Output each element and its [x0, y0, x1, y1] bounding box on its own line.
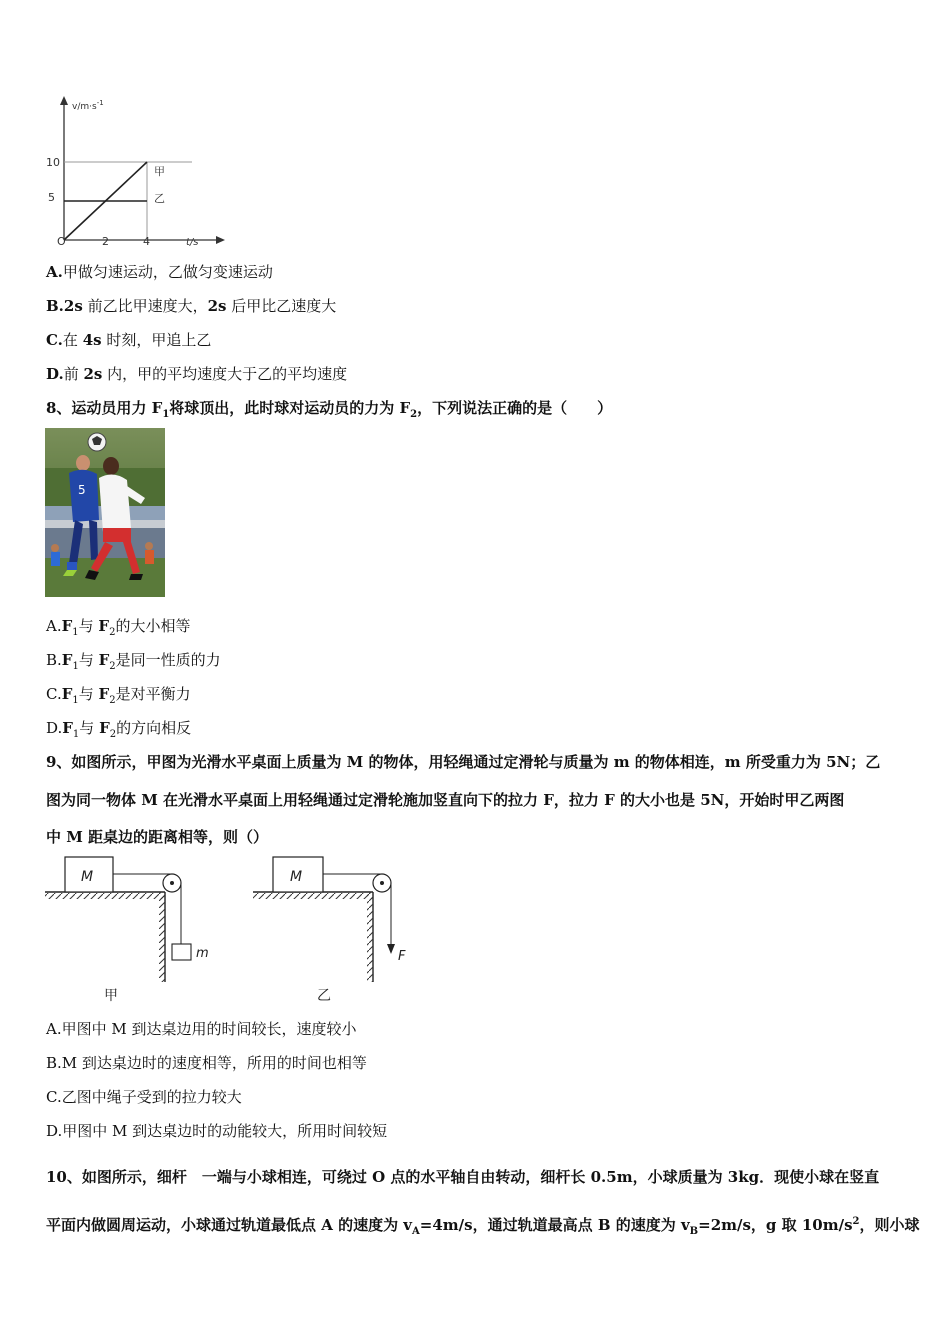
q8-stem: 8、运动员用力 $F_1$将球顶出，此时球对运动员的力为 $F_2$，下列说法正确的是（ ） — [46, 399, 613, 420]
y-axis-arrow — [60, 96, 68, 105]
svg-text:m: m — [196, 946, 209, 961]
force-arrow-icon — [387, 944, 395, 954]
q9-option-b[interactable]: B.M 到达桌边时的速度相等，所用的时间也相等 — [46, 1054, 367, 1072]
q8-option-b[interactable]: $B.F_1$与 $F_2$是同一性质的力 — [46, 651, 221, 672]
svg-text:M: M — [81, 869, 94, 885]
origin-label: O — [57, 235, 66, 248]
figure-yi — [253, 857, 406, 1004]
q9-pulley-figure — [40, 852, 420, 1007]
velocity-time-graph — [40, 95, 240, 250]
soccer-header-photo — [45, 428, 165, 597]
q9-stem-line-3: 中 M 距桌边的距离相等，则（） — [46, 828, 269, 846]
x-axis-arrow — [216, 236, 225, 244]
q7-option-d[interactable]: D.前 2s 内，甲的平均速度大于乙的平均速度 — [46, 365, 348, 383]
q10-stem-line-1: 10、如图所示，细杆 一端与小球相连，可绕过 O 点的水平轴自由转动，细杆长 0.5m，小球质量为 3kg．现使小球在竖直 — [46, 1168, 880, 1186]
series-yi-label: 乙 — [154, 192, 165, 205]
q9-option-d[interactable]: D.甲图中 M 到达桌边时的动能较大，所用时间较短 — [46, 1122, 388, 1140]
x-axis-label: t/s — [186, 237, 199, 248]
svg-text:5: 5 — [78, 483, 86, 497]
q9-stem-line-2: 图为同一物体 M 在光滑水平桌面上用轻绳通过定滑轮施加竖直向下的拉力 F，拉力 F 的大小也是 5N，开始时甲乙两图 — [46, 791, 845, 809]
q8-option-a[interactable]: $A.F_1$与 $F_2$的大小相等 — [46, 617, 191, 638]
q10-stem-line-2: 平面内做圆周运动，小球通过轨道最低点 A 的速度为 $v_A=4m/s$，通过轨道最高点 B 的速度为 $v_B=2m/s$，g 取 $10m/s^2$，则小球 — [46, 1216, 920, 1237]
q7-option-a[interactable]: A.甲做匀速运动，乙做匀变速运动 — [46, 263, 273, 281]
q9-stem-line-1: 9、如图所示，甲图为光滑水平桌面上质量为 M 的物体，用轻绳通过定滑轮与质量为 m 的物体相连，m 所受重力为 5N；乙 — [46, 753, 881, 771]
x-tick-4: 4 — [143, 235, 150, 248]
q7-option-c[interactable]: C.在 4s 时刻，甲追上乙 — [46, 331, 212, 349]
series-jia-label: 甲 — [154, 165, 165, 178]
figure-jia — [45, 857, 209, 1004]
q8-option-d[interactable]: $D.F_1$与 $F_2$的方向相反 — [46, 719, 192, 740]
svg-text:F: F — [398, 949, 406, 964]
hanging-mass-m — [172, 944, 191, 960]
caption-jia: 甲 — [104, 988, 118, 1004]
x-tick-2: 2 — [102, 235, 109, 248]
svg-text:M: M — [290, 869, 303, 885]
q7-option-b[interactable]: B.2s 前乙比甲速度大，2s 后甲比乙速度大 — [46, 297, 337, 315]
y-tick-10: 10 — [46, 156, 60, 169]
q8-option-c[interactable]: $C.F_1$与 $F_2$是对平衡力 — [46, 685, 191, 706]
y-tick-5: 5 — [48, 191, 55, 204]
q9-option-a[interactable]: A.甲图中 M 到达桌边用的时间较长，速度较小 — [46, 1020, 357, 1038]
caption-yi: 乙 — [317, 988, 331, 1004]
y-axis-label: $v/m\cdot s^{-1}$ — [72, 99, 104, 112]
q9-option-c[interactable]: C.乙图中绳子受到的拉力较大 — [46, 1088, 242, 1106]
